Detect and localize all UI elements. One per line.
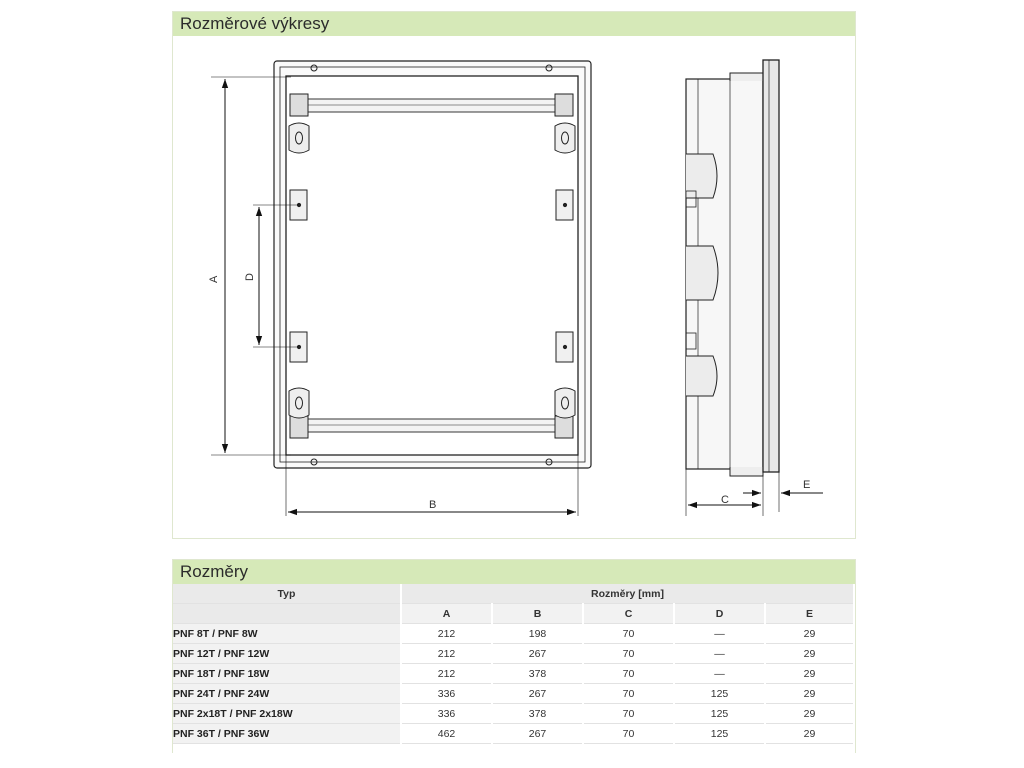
dimensions-panel: [172, 559, 856, 753]
cell-d: 125: [674, 704, 765, 724]
table-row: [173, 704, 854, 724]
cell-b: 378: [492, 664, 583, 684]
drawings-title: Rozměrové výkresy: [173, 12, 855, 36]
cell-e: 29: [765, 724, 854, 744]
dim-b-label: B: [429, 499, 437, 511]
dim-e: [743, 472, 823, 512]
table-row: [173, 664, 854, 684]
dim-a-label: A: [208, 275, 220, 283]
col-header-b: B: [492, 604, 583, 624]
cell-c: 70: [583, 704, 674, 724]
cell-e: 29: [765, 644, 854, 664]
row-type: PNF 8T / PNF 8W: [173, 624, 401, 644]
cell-b: 267: [492, 684, 583, 704]
cell-c: 70: [583, 684, 674, 704]
row-type: PNF 36T / PNF 36W: [173, 724, 401, 744]
cell-e: 29: [765, 704, 854, 724]
cell-c: 70: [583, 624, 674, 644]
cell-d: 125: [674, 724, 765, 744]
cell-d: —: [674, 664, 765, 684]
col-header-c: C: [583, 604, 674, 624]
cell-b: 198: [492, 624, 583, 644]
dim-e-label: E: [803, 479, 811, 491]
cell-e: 29: [765, 664, 854, 684]
cell-d: —: [674, 624, 765, 644]
col-header-d: D: [674, 604, 765, 624]
drawings-panel: [172, 11, 856, 539]
dimensions-title: Rozměry: [173, 560, 855, 584]
cell-e: 29: [765, 684, 854, 704]
cell-b: 267: [492, 644, 583, 664]
cell-e: 29: [765, 624, 854, 644]
row-type: PNF 18T / PNF 18W: [173, 664, 401, 684]
col-type-header: Typ: [173, 584, 401, 604]
cell-b: 378: [492, 704, 583, 724]
table-row: [173, 624, 854, 644]
cell-b: 267: [492, 724, 583, 744]
dim-d-label: D: [244, 273, 256, 281]
cell-a: 336: [401, 704, 492, 724]
col-group-header: Rozměry [mm]: [401, 584, 854, 604]
dimensions-table: [173, 584, 855, 744]
table-row: [173, 724, 854, 744]
cell-a: 212: [401, 644, 492, 664]
col-header-e: E: [765, 604, 854, 624]
cell-c: 70: [583, 664, 674, 684]
cell-c: 70: [583, 724, 674, 744]
cell-d: 125: [674, 684, 765, 704]
cell-a: 336: [401, 684, 492, 704]
col-header-a: A: [401, 604, 492, 624]
dimension-drawing: [173, 36, 855, 538]
row-type: PNF 12T / PNF 12W: [173, 644, 401, 664]
dim-c-label: C: [721, 494, 729, 506]
table-row: [173, 644, 854, 664]
side-view: [686, 60, 779, 476]
table-row: [173, 684, 854, 704]
col-header-blank: [173, 604, 401, 624]
row-type: PNF 2x18T / PNF 2x18W: [173, 704, 401, 724]
cell-a: 462: [401, 724, 492, 744]
front-view: [274, 61, 591, 468]
cell-c: 70: [583, 644, 674, 664]
row-type: PNF 24T / PNF 24W: [173, 684, 401, 704]
cell-d: —: [674, 644, 765, 664]
cell-a: 212: [401, 664, 492, 684]
cell-a: 212: [401, 624, 492, 644]
